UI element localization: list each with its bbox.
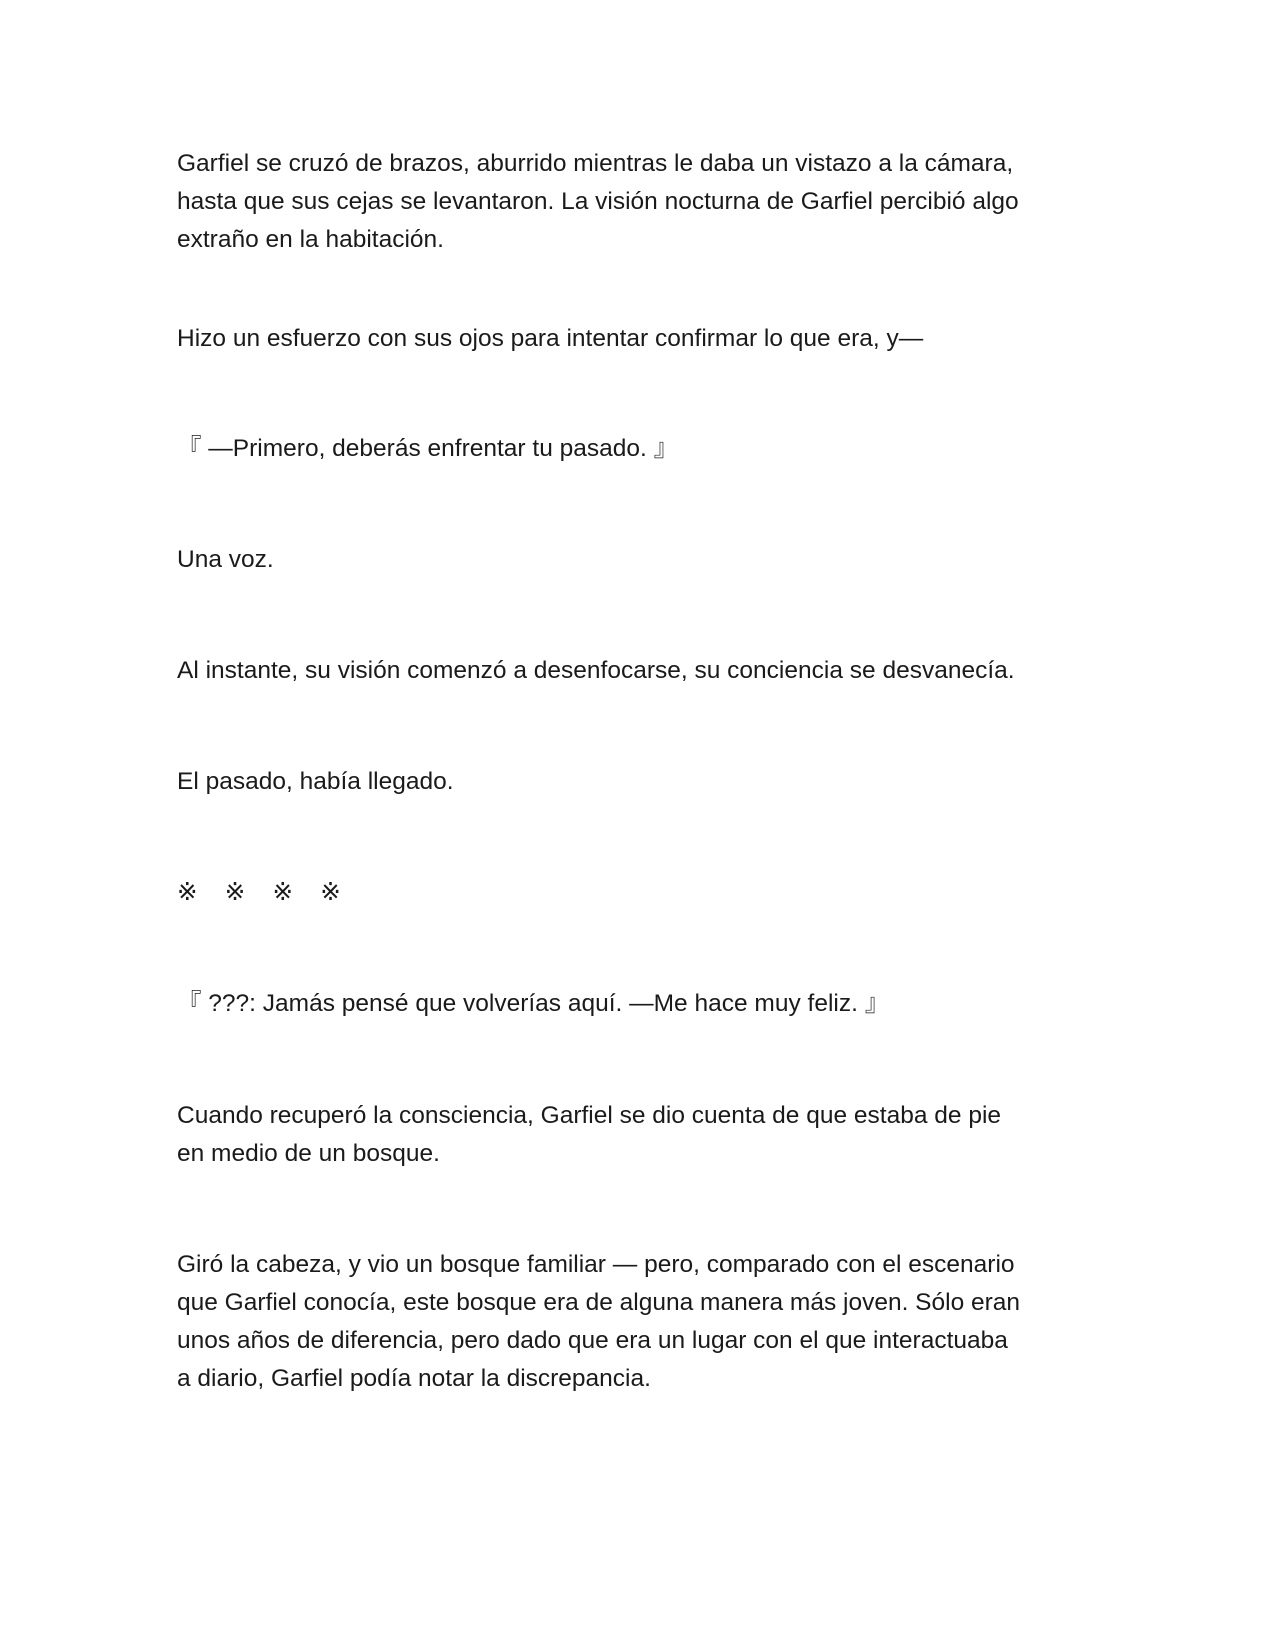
paragraph-vision-blurring: [177, 652, 1102, 690]
text-line: en medio de un bosque.: [177, 1140, 440, 1167]
section-separator: [177, 874, 1102, 912]
text-line: Cuando recuperó la consciencia, Garfiel se dio cuenta de que estaba de pie: [177, 1102, 1002, 1129]
text-line: Garfiel se cruzó de brazos, aburrido mientras le daba un vistazo a la cámara,: [177, 150, 1014, 177]
paragraph-effort-eyes: [177, 320, 1102, 358]
separator-marks: ※ ※ ※ ※: [177, 879, 341, 906]
text-line: unos años de diferencia, pero dado que era un lugar con el que interactuaba: [177, 1327, 1008, 1354]
text-line: hasta que sus cejas se levantaron. La visión nocturna de Garfiel percibió algo: [177, 188, 1019, 215]
text-line: Una voz.: [177, 546, 274, 573]
quote-first-face-past: [177, 430, 1102, 468]
quote-never-thought-return: [177, 985, 1102, 1023]
paragraph-past-arrived: [177, 763, 1102, 801]
text-line: Giró la cabeza, y vio un bosque familiar — pero, comparado con el escenario: [177, 1251, 1015, 1278]
text-line: que Garfiel conocía, este bosque era de alguna manera más joven. Sólo eran: [177, 1289, 1021, 1316]
paragraph-a-voice: [177, 541, 1102, 579]
text-line: El pasado, había llegado.: [177, 768, 454, 795]
text-line: 『 ???: Jamás pensé que volverías aquí. —Me hace muy feliz. 』: [177, 990, 890, 1017]
text-line: Al instante, su visión comenzó a desenfocarse, su conciencia se desvanecía.: [177, 657, 1015, 684]
paragraph-regained-consciousness: [177, 1097, 1102, 1173]
paragraph-familiar-forest: [177, 1246, 1102, 1398]
text-line: extraño en la habitación.: [177, 226, 444, 253]
text-line: Hizo un esfuerzo con sus ojos para intentar confirmar lo que era, y—: [177, 325, 924, 352]
text-line: a diario, Garfiel podía notar la discrepancia.: [177, 1365, 651, 1392]
text-line: 『 —Primero, deberás enfrentar tu pasado. 』: [177, 435, 679, 462]
paragraph-garfiel-crossed-arms: [177, 145, 1102, 259]
